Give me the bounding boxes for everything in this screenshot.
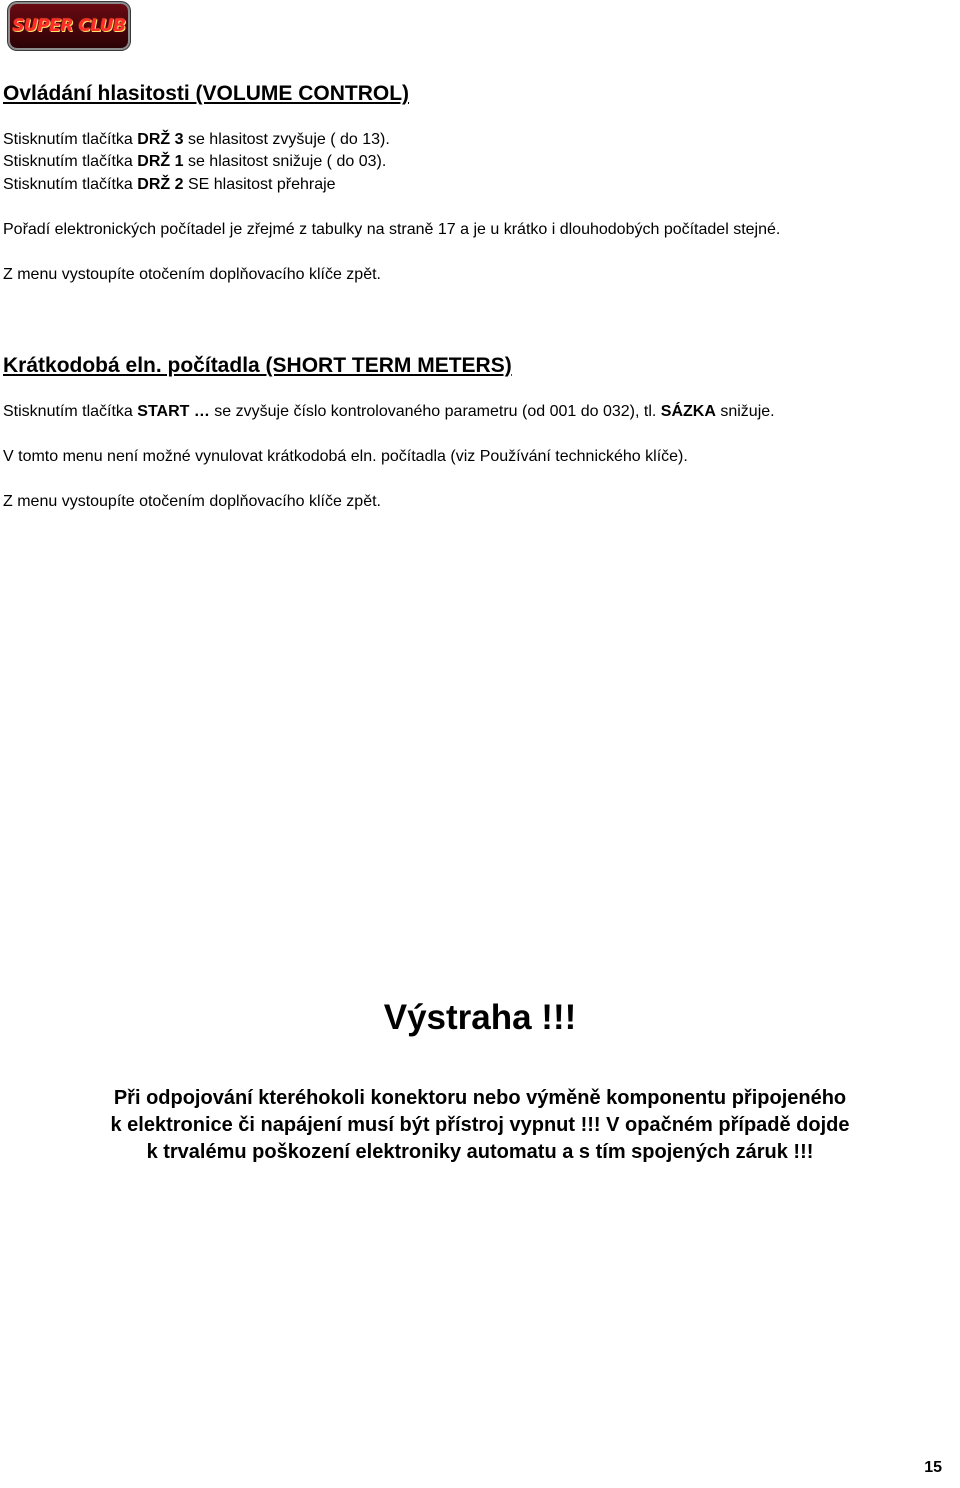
warning-title: Výstraha !!! — [383, 998, 577, 1037]
short-term-exit-note: Z menu vystoupíte otočením doplňovacího klíče zpět. — [3, 493, 381, 510]
short-term-line-2: V tomto menu není možné vynulovat krátkodobá eln. počítadla (viz Používání technického klíče). — [3, 448, 688, 465]
short-term-line-1: Stisknutím tlačítka START … se zvyšuje číslo kontrolovaného parametru (od 001 do 032), tl. SÁZKA snižuje. — [3, 403, 775, 420]
logo-text: SUPER CLUB — [12, 16, 126, 36]
warning-line-1: Při odpojování kteréhokoli konektoru nebo výměně komponentu připojeného — [113, 1087, 847, 1109]
page-number: 15 — [924, 1459, 942, 1476]
short-term-meters-heading: Krátkodobá eln. počítadla (SHORT TERM METERS) — [3, 354, 512, 377]
super-club-logo — [10, 4, 128, 48]
warning-line-3: k trvalému poškození elektroniky automatu a s tím spojených záruk !!! — [146, 1141, 814, 1163]
volume-control-heading: Ovládání hlasitosti (VOLUME CONTROL) — [3, 82, 410, 105]
volume-line-3: Stisknutím tlačítka DRŽ 2 SE hlasitost přehraje — [3, 176, 336, 193]
volume-line-1: Stisknutím tlačítka DRŽ 3 se hlasitost zvyšuje ( do 13). — [3, 131, 390, 148]
volume-exit-note: Z menu vystoupíte otočením doplňovacího klíče zpět. — [3, 266, 381, 283]
warning-line-2: k elektronice či napájení musí být přístroj vypnut !!! V opačném případě dojde — [110, 1114, 850, 1136]
volume-line-2: Stisknutím tlačítka DRŽ 1 se hlasitost snižuje ( do 03). — [3, 153, 387, 170]
meter-order-note: Pořadí elektronických počítadel je zřejmé z tabulky na straně 17 a je u krátko i dlouhodobých počítadel stejné. — [3, 221, 781, 238]
